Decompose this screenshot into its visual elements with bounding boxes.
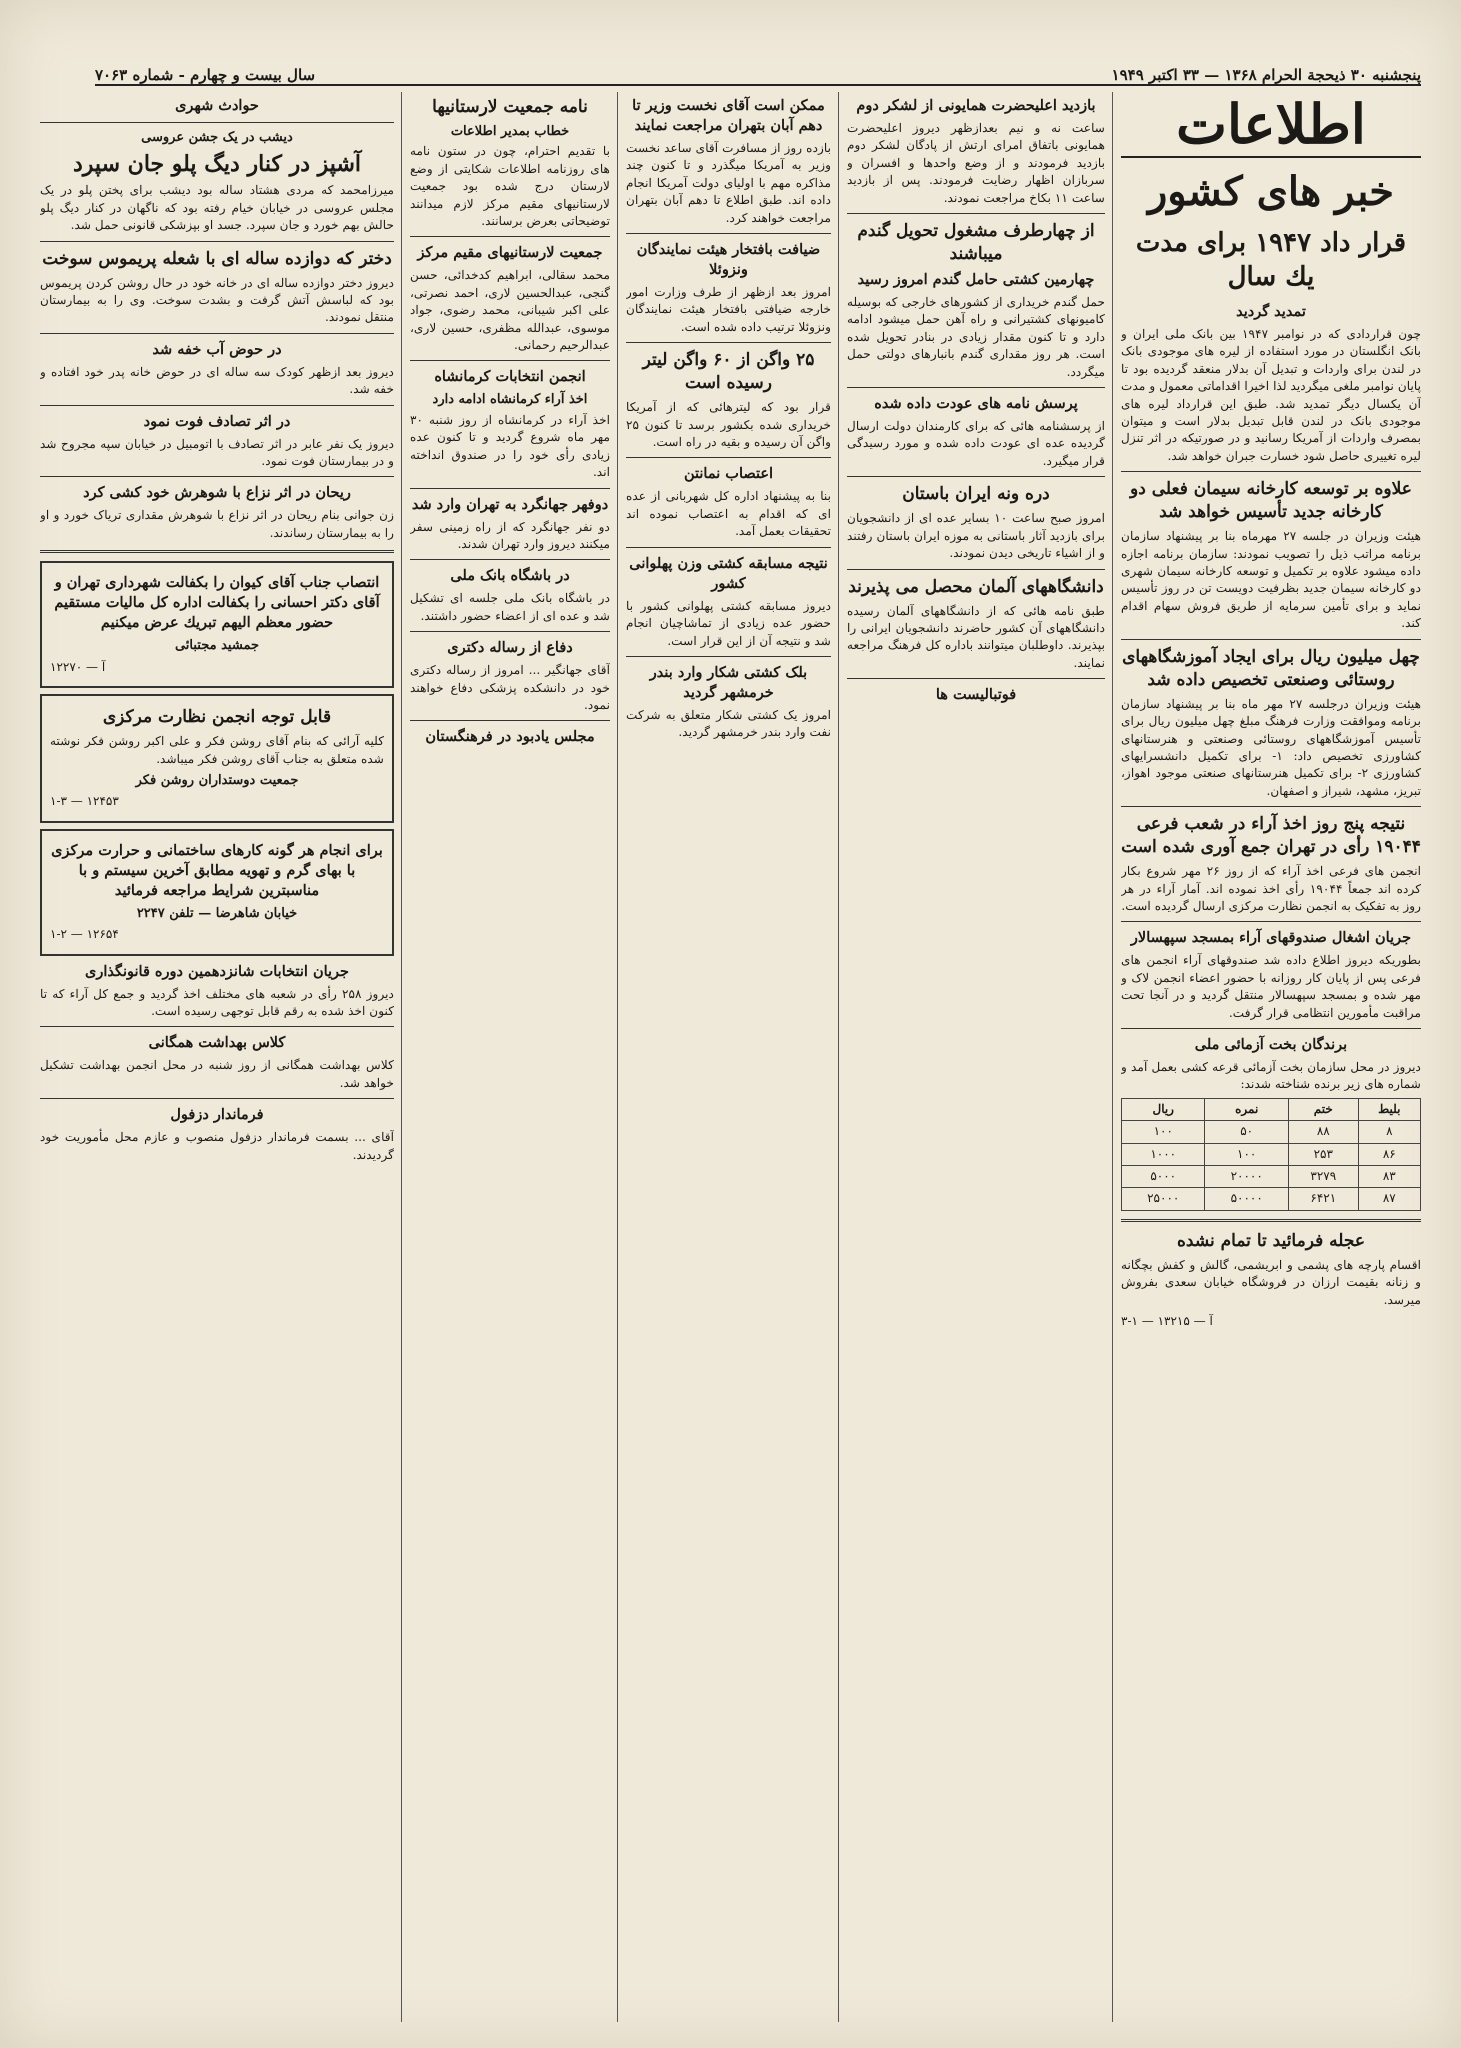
lottery-cell: ۶۴۲۱ xyxy=(1288,1188,1358,1210)
lottery-cell: ۵۰۰۰ xyxy=(1122,1166,1205,1188)
ship-body: امروز یک کشتی شکار متعلق به شرکت نفت وارد بندر خرمشهر گردید. xyxy=(626,707,831,740)
table-row xyxy=(1122,1121,1421,1143)
election-notice-ref: ۱-۳ — ۱۲۴۵۳ xyxy=(50,794,119,809)
lottery-headline: برندگان بخت آزمائی ملی xyxy=(1194,1035,1348,1053)
venezuela-body: امروز بعد ازظهر از طرف وزارت امور خارجه ضیافتی بافتخار هیئت نمایندگان ونزوئلا ترتیب داده شده است. xyxy=(626,285,831,334)
bank-club-headline: در باشگاه بانک ملی xyxy=(450,567,570,585)
wrestling-headline: نتیجه مسابقه کشتی وزن پهلوانی کشور xyxy=(629,554,828,592)
lead-body: چون قراردادی که در نوامبر ۱۹۴۷ بین بانک ملی ایران و بانک انگلستان در مورد استفاده از لیره های موجودی بانک در لندن برای واردات و تبدیل آن بدلار منعقد گردیده بود تا پایان نوامبر ملغی میگردید لذا اخیرا اقداماتی معمول و مدت آن یکسال دیگر تمدید شد. طبق این قرارداد لیره های موجودی بانک در لندن قابل تبدیل بدلار است و میتوان بمصرف واردات از آمریکا رسانید و در صورتیکه در اثر تنزل لیره تغییری حاصل شود خسارت جبران خواهد شد. xyxy=(1121,327,1421,463)
drowning-body: دیروز بعد ازظهر کودک سه ساله ای در حوض خانه پدر خود افتاده و خفه شد. xyxy=(40,364,394,397)
questionnaire-headline: پرسش نامه های عودت داده شده xyxy=(874,395,1078,413)
pm-return-headline: ممکن است آقای نخست وزیر تا دهم آبان بتهران مراجعت نمایند xyxy=(632,97,825,134)
rural-schools-headline: چهل میلیون ریال برای ایجاد آموزشگاههای روستائی وصنعتی تخصیص داده شد xyxy=(1122,646,1420,690)
germany-universities-body: طبق نامه هائی که از دانشگاههای آلمان رسیده دانشگاههای آن کشور حاضرند دانشجویان ایرانی را بپذیرند. داوطلبان میتوانند باداره کل فرهنگ مراجعه نمایند. xyxy=(847,603,1105,670)
notice-ref: ۳-۱ — ۱۳۲۱۵ — آ xyxy=(1121,1314,1213,1329)
wagons-headline: ۲۵ واگن از ۶۰ واگن لیتر رسیده است xyxy=(642,350,815,394)
congratulation-sign: جمشید مجتبائی xyxy=(174,638,260,654)
cook-headline: آشپز در کنار دیگ پلو جان سپرد xyxy=(73,151,361,178)
girl-burn-body: دیروز دختر دوازده ساله ای در خانه خود در حال روشن کردن پریموس بود که لباسش آتش گرفت و بشدت سوخت. وی را به بیمارستان منتقل نمودند. xyxy=(40,275,394,325)
construction-address: خیابان شاهرضا — تلفن ۲۲۴۷ xyxy=(136,905,298,921)
wheat-subheadline: چهارمین کشتی حامل گندم امروز رسید xyxy=(857,271,1095,289)
election-notice-body: کلیه آرائی که بنام آقای روشن فکر و علی اکبر روشن فکر نوشته شده متعلق به جناب آقای روشن فکر میباشد. xyxy=(50,734,384,766)
construction-text: برای انجام هر گونه کارهای ساختمانی و حرارت مرکزی با بهای گرم و تهویه مطابق آخرین سیستم و با مناسبترین شرایط مراجعه فرمائید xyxy=(51,841,383,899)
table-row xyxy=(1122,1166,1421,1188)
construction-ref: ۱-۲ — ۱۲۶۵۴ xyxy=(50,927,119,942)
table-row xyxy=(1122,1188,1421,1210)
laristan-sub: خطاب بمدیر اطلاعات xyxy=(450,124,570,139)
lottery-intro: دیروز در محل سازمان بخت آزمائی قرعه کشی بعمل آمد و شماره های زیر برنده شناخته شدند: xyxy=(1121,1059,1421,1092)
kermanshah-headline: انجمن انتخابات کرمانشاه xyxy=(434,368,586,386)
city-incidents-section: حوادث شهری xyxy=(175,97,259,114)
congratulation-text: انتصاب جناب آقای کیوان را بکفالت شهرداری تهران و آقای دکتر احسانی را بکفالت اداره کل مالیات مستقیم حضور معظم الیهم تبریك عرض میکنیم xyxy=(54,574,380,632)
notice-body: اقسام پارچه های پشمی و ابریشمی، گالش و کفش بچگانه و زنانه بقیمت ارزان در فروشگاه خیابان سعدی بفروش میرسد. xyxy=(1121,1257,1421,1307)
laristan-society-headline: جمعیت لارستانیهای مقیم مرکز xyxy=(417,244,603,262)
kermanshah-sub: اخذ آراء کرمانشاه ادامه دارد xyxy=(432,392,588,408)
lottery-cell: ۱۰۰۰ xyxy=(1122,1143,1205,1165)
strike-body: بنا به پیشنهاد اداره کل شهربانی از عده ای که اقدام به اعتصاب نموده اند تحقیقات بعمل آمد. xyxy=(626,489,831,539)
column-three xyxy=(626,92,831,2022)
memorial-headline: مجلس یادبود در فرهنگستان xyxy=(425,728,595,746)
column-city-incidents xyxy=(40,92,394,2022)
wheat-headline: از چهارطرف مشغول تحویل گندم میباشند xyxy=(857,221,1095,265)
lottery-cell: ۸۸ xyxy=(1288,1121,1358,1143)
laristan-body: با تقدیم احترام، چون در ستون نامه های روزنامه اطلاعات شکایتی از وضع لارستان درج شده بود جمعیت لارستانیهای مقیم مرکز لازم میدانند توضیحاتی بعرض برسانند. xyxy=(410,144,610,229)
page-header xyxy=(95,52,1421,86)
strike-headline: اعتصاب نمانتن xyxy=(683,465,774,483)
column-divider xyxy=(401,92,402,2022)
lottery-cell: ۸۶ xyxy=(1358,1143,1420,1165)
masthead-logo: اطلاعات xyxy=(1121,92,1421,158)
wedding-sub: دیشب در یک جشن عروسی xyxy=(141,130,293,145)
dezful-governor-headline: فرماندار دزفول xyxy=(170,1106,264,1124)
lottery-cell: ۸۷ xyxy=(1358,1188,1420,1210)
construction-ad xyxy=(40,829,394,956)
wheat-body: حمل گندم خریداری از کشورهای خارجی که بوسیله کامیونهای کشتیرانی و راه آهن حمل میشود ادامه دارد و تا کنون مقدار زیادی در بنادر تحویل شده است. هر روز مقداری گندم بانبارهای دولتی حمل میگردد. xyxy=(847,295,1105,379)
lottery-table xyxy=(1121,1098,1421,1211)
elections-body: دیروز ۲۵۸ رأی در شعبه های مختلف اخذ گردید و جمع کل آراء که تا کنون اخذ شده به رقم قابل توجهی رسیده است. xyxy=(40,986,394,1018)
lottery-cell: ۸ xyxy=(1358,1121,1420,1143)
lottery-cell: ۵۰۰۰۰ xyxy=(1205,1188,1288,1210)
votes-body: انجمن های فرعی اخذ آراء که از روز ۲۶ مهر شروع بکار کرده اند جمعاً ۱۹۰۴۴ رأی اخذ نموده اند. آمار آراء در هر روز به تفکیک به انجمن نظارت مرکزی ارسال گردیده است. xyxy=(1121,864,1421,913)
lead-subheadline: تمدید گردید xyxy=(1236,303,1306,320)
column-divider xyxy=(838,92,839,2022)
rural-schools-body: هیئت وزیران درجلسه ۲۷ مهر ماه بنا بر پیشنهاد سازمان برنامه وموافقت وزارت فرهنگ مبلغ چهل میلیون ریال برای تأسیس آموزشگاههای روستائی وصنعتی و هنرستانهای کشاورزی تخصیص داد: ۱- برای تکمیل دانشسرایهای کشاورزی ۲- برای تکمیل هنرستانهای صنعتی موجود اهواز، تبریز، مشهد، شیراز و اصفهان. xyxy=(1121,696,1421,798)
lottery-header-cell: بلیط xyxy=(1358,1098,1420,1120)
pm-return-body: بازده روز از مسافرت آقای ساعد نخست وزیر به آمریکا میگذرد و تا کنون چند مذاکره مهم با اولیای دولت آمریکا انجام داده اند. طبق اطلاع تا دهم آبان بتهران مراجعت خواهند کرد. xyxy=(626,141,831,225)
bank-club-body: در باشگاه بانک ملی جلسه ای تشکیل شد و عده ای از اعضاء حضور داشتند. xyxy=(410,591,610,623)
travelers-headline: دوفهر جهانگرد به تهران وارد شد xyxy=(411,495,609,513)
lottery-header-cell: ختم xyxy=(1288,1098,1358,1120)
questionnaire-body: از پرسشنامه هائی که برای کارمندان دولت ارسال گردیده عده ای عودت داده شده و مورد رسیدگی قرار میگیرد. xyxy=(847,419,1105,468)
cement-headline: علاوه بر توسعه کارخانه سیمان فعلی دو کارخانه جدید تأسیس خواهد شد xyxy=(1130,479,1412,523)
accident-headline: در اثر تصادف فوت نمود xyxy=(143,412,291,430)
ballot-sealing-headline: جریان اشغال صندوقهای آراء بمسجد سپهسالار xyxy=(1130,929,1412,947)
lottery-cell: ۱۰۰ xyxy=(1122,1121,1205,1143)
laristan-headline: نامه جمعیت لارستانیها xyxy=(432,97,588,117)
drowning-headline: در حوض آب خفه شد xyxy=(152,340,282,358)
lottery-cell: ۳۲۷۹ xyxy=(1288,1166,1358,1188)
congratulation-ref: آ — ۱۲۲۷۰ xyxy=(50,659,106,674)
column-news-of-country xyxy=(1121,92,1421,2022)
travelers-body: دو نفر جهانگرد که از راه زمینی سفر میکنند دیروز وارد تهران شدند. xyxy=(410,519,610,551)
elections-headline: جریان انتخابات شانزدهمین دوره قانونگذاری xyxy=(84,962,350,980)
footballers-headline: فوتبالیست ها xyxy=(935,686,1017,704)
lottery-cell: ۱۰۰ xyxy=(1205,1143,1288,1165)
cook-body: میرزامحمد که مردی هشتاد ساله بود دیشب برای پختن پلو در یک مجلس عروسی در خیابان خیام رفته بود که ناگهان در کنار دیگ پلو حالش بهم خورد و جان سپرد. جسد او بپزشکی قانونی حمل شد. xyxy=(40,183,394,233)
royal-visit-headline: بازدید اعلیحضرت همایونی از لشکر دوم xyxy=(856,97,1096,114)
election-notice-headline: قابل توجه انجمن نظارت مرکزی xyxy=(102,707,332,728)
germany-universities-headline: دانشگاههای آلمان محصل می پذیرند xyxy=(848,576,1104,597)
lottery-header-cell: نمره xyxy=(1205,1098,1288,1120)
lottery-header-cell: ریال xyxy=(1122,1098,1205,1120)
thesis-body: آقای جهانگیر ... امروز از رساله دکتری خود در دانشکده پزشکی دفاع خواهند نمود. xyxy=(410,663,610,712)
kermanshah-body: اخذ آراء در کرمانشاه از روز شنبه ۳۰ مهر ماه شروع گردید و تا کنون عده زیادی رأی خود را در صندوق انداخته اند. xyxy=(410,412,610,480)
girl-burn-headline: دختر که دوازده ساله ای با شعله پریموس سوخت xyxy=(42,248,392,269)
votes-headline: نتیجه پنج روز اخذ آراء در شعب فرعی ۱۹۰۴۴ رأی در تهران جمع آوری شده است xyxy=(1121,814,1421,858)
lottery-cell: ۲۰۰۰۰ xyxy=(1205,1166,1288,1188)
lottery-cell: ۲۵۳ xyxy=(1288,1143,1358,1165)
column-divider xyxy=(617,92,618,2022)
election-notice-sign: جمعیت دوستداران روشن فکر xyxy=(135,772,299,788)
election-notice-ad xyxy=(40,694,394,823)
column-divider xyxy=(1112,92,1113,2022)
ship-headline: بلک کشتی شکار وارد بندر خرمشهر گردید xyxy=(649,663,808,701)
health-class-headline: کلاس بهداشت همگانی xyxy=(148,1034,286,1052)
lead-headline: قرار داد ۱۹۴۷ برای مدت یك سال xyxy=(1135,228,1407,292)
dezful-governor-body: آقای ... بسمت فرماندار دزفول منصوب و عازم محل مأموریت خود گردیدند. xyxy=(40,1130,394,1162)
lottery-table-header xyxy=(1122,1098,1421,1120)
rayhan-headline: ریحان در اثر نزاع با شوهرش خود کشی کرد xyxy=(83,484,351,502)
ballot-sealing-body: بطوریکه دیروز اطلاع داده شد صندوقهای آراء انجمن های فرعی پس از پایان کار روزانه با حضور اعضاء انجمن لاک و مهر شده و بمسجد سپهسالار منتقل گردید و در آنجا تحت مراقبت مأمورین انتظامی قرار گرفت. xyxy=(1121,953,1421,1020)
laristan-society-body: محمد سقالی، ابراهیم کدخدائی، حسن گنجی، عبدالحسین لاری، احمد نصرتی، علی اکبر شیبانی، محمد رضوی، جواد موسوی، عبدالله مظفری، حسین لاری، عبدالرحیم رحمانی. xyxy=(410,268,610,353)
venezuela-headline: ضیافت بافتخار هیئت نمایندگان ونزوئلا xyxy=(636,241,821,279)
wrestling-body: دیروز مسابقه کشتی پهلوانی کشور با حضور عده زیادی از تماشاچیان انجام شد و نتیجه آن از این قرار است. xyxy=(626,598,831,648)
wagons-body: قرار بود که لیترهائی که از آمریکا خریداری شده بکشور برسد تا کنون ۲۵ واگن آن رسیده و بقیه در راه است. xyxy=(626,400,831,450)
header-issue: سال بیست و چهارم - شماره ۷۰۶۳ xyxy=(95,66,316,84)
notice-headline: عجله فرمائید تا تمام نشده xyxy=(1176,1230,1365,1251)
lottery-cell: ۸۳ xyxy=(1358,1166,1420,1188)
accident-body: دیروز یک نفر عابر در اثر تصادف با اتومبیل در خیابان سپه مجروح شد و در بیمارستان فوت نمود. xyxy=(40,436,394,469)
lottery-cell: ۵۰ xyxy=(1205,1121,1288,1143)
congratulation-ad xyxy=(40,561,394,688)
section-banner: خبر های کشور xyxy=(1147,168,1394,215)
table-row xyxy=(1122,1143,1421,1165)
column-four xyxy=(410,92,610,2022)
cement-body: هیئت وزیران در جلسه ۲۷ مهرماه بنا بر پیشنهاد سازمان برنامه مراتب ذیل را تصویب نمودند: سازمان برنامه اجازه داده میشود علاوه بر تکمیل و توسعه کارخانه سیمان شهری دو کارخانه سیمان جدید بظرفیت دویست تن در روز تأسیس نماید و برای تأمین سرمایه از طریق فروش سهام اقدام کند. xyxy=(1121,529,1421,631)
lottery-cell: ۲۵۰۰۰ xyxy=(1122,1188,1205,1210)
royal-visit-body: ساعت نه و نیم بعدازظهر دیروز اعلیحضرت همایونی باتفاق امرای ارتش از پادگان لشکر دوم بازدید فرمودند و از وضع واحدها و افسران و سربازان اظهار رضایت فرمودند. پس از بازدید ساعت ۱۱ بکاخ مراجعت نمودند. xyxy=(847,121,1105,205)
column-two xyxy=(847,92,1105,2022)
rayhan-body: زن جوانی بنام ریحان در اثر نزاع با شوهرش مقداری تریاک خورد و او را به بیمارستان رساندند. xyxy=(40,508,394,540)
health-class-body: کلاس بهداشت همگانی از روز شنبه در محل انجمن بهداشت تشکیل خواهد شد. xyxy=(40,1058,394,1090)
header-date: پنجشنبه ۳۰ ذیحجة الحرام ۱۳۶۸ — ۳۳ اکتبر ۱۹۴۹ xyxy=(1111,66,1421,84)
museum-body: امروز صبح ساعت ۱۰ بساير عده ای از دانشجویان برای بازدید آثار باستانی به موزه ایران باستان رفتند و از اشیاء تاریخی دیدن نمودند. xyxy=(847,511,1105,561)
museum-headline: دره ونه ایران باستان xyxy=(902,484,1050,505)
thesis-headline: دفاع از رساله دکتری xyxy=(447,639,573,657)
